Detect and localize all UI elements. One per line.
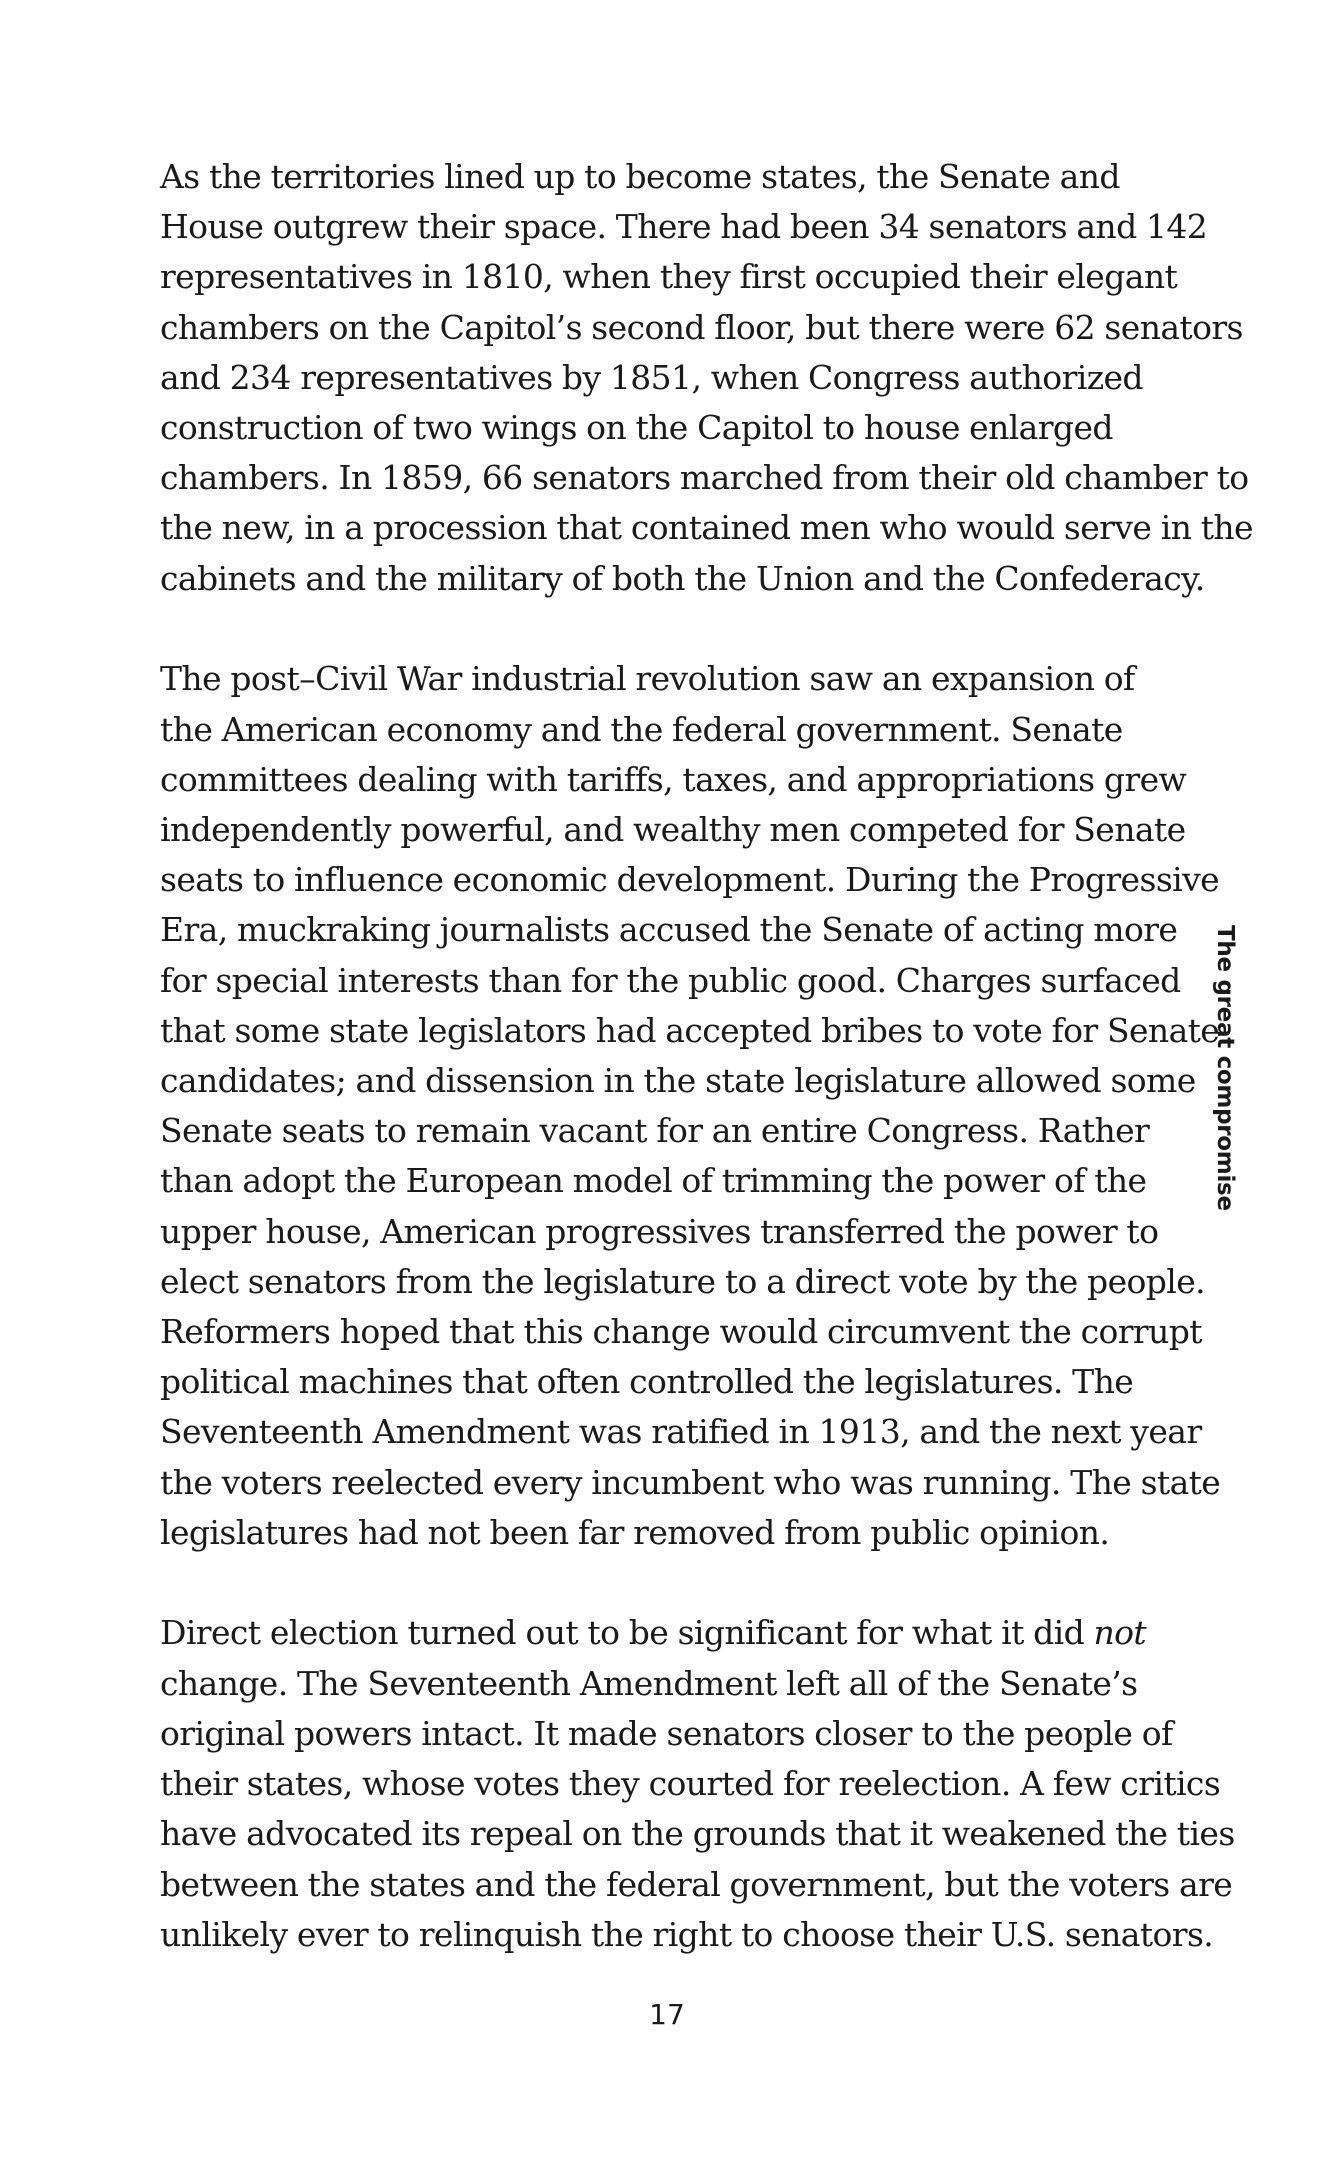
paragraph-1 (160, 152, 1253, 604)
paragraph-2 (160, 654, 1221, 1558)
text-line: elect senators from the legislature to a direct vote by the people. (160, 1261, 1206, 1301)
text-line: independently powerful, and wealthy men competed for Senate (160, 809, 1186, 849)
text-line: chambers. In 1859, 66 senators marched from their old chamber to (160, 458, 1249, 498)
text-line: House outgrew their space. There had been 34 senators and 142 (160, 207, 1208, 247)
running-head: The great compromise (1212, 925, 1238, 1211)
text-line (160, 1608, 1210, 1658)
text-line: upper house, American progressives transferred the power to (160, 1211, 1159, 1251)
page-number: 17 (649, 1998, 685, 2031)
paragraph-3 (160, 1608, 1235, 1959)
text-line: legislatures had not been far removed from public opinion. (160, 1512, 1110, 1552)
text-line: The post–Civil War industrial revolution saw an expansion of (160, 659, 1135, 699)
text-line: for special interests than for the public good. Charges surfaced (160, 960, 1181, 1000)
text-line: construction of two wings on the Capitol to house enlarged (160, 408, 1113, 448)
text-line: between the states and the federal government, but the voters are (160, 1864, 1233, 1904)
text-line: the new, in a procession that contained men who would serve in the (160, 508, 1253, 548)
text-line: candidates; and dissension in the state legislature allowed some (160, 1060, 1196, 1100)
emphasis-text: not (1093, 1613, 1147, 1653)
text-line: committees dealing with tariffs, taxes, and appropriations grew (160, 759, 1187, 799)
text-line: representatives in 1810, when they first occupied their elegant (160, 257, 1178, 297)
text-line: cabinets and the military of both the Union and the Confederacy. (160, 558, 1205, 598)
text-line: their states, whose votes they courted for reelection. A few critics (160, 1764, 1221, 1804)
text-line: original powers intact. It made senators closer to the people of (160, 1713, 1173, 1753)
text-line: the voters reelected every incumbent who was running. The state (160, 1462, 1221, 1502)
text-line: change. The Seventeenth Amendment left all of the Senate’s (160, 1663, 1138, 1703)
text-line: Senate seats to remain vacant for an entire Congress. Rather (160, 1111, 1150, 1151)
text-line: and 234 representatives by 1851, when Congress authorized (160, 357, 1143, 397)
text-line: As the territories lined up to become states, the Senate and (160, 157, 1120, 196)
text-line: that some state legislators had accepted bribes to vote for Senate (160, 1010, 1220, 1050)
text-line: chambers on the Capitol’s second floor, but there were 62 senators (160, 307, 1243, 347)
text-line: Era, muckraking journalists accused the Senate of acting more (160, 910, 1178, 950)
text-line: unlikely ever to relinquish the right to choose their U.S. senators. (160, 1914, 1214, 1954)
text-line: the American economy and the federal government. Senate (160, 709, 1123, 749)
text-line: than adopt the European model of trimming the power of the (160, 1161, 1147, 1201)
text-line: political machines that often controlled the legislatures. The (160, 1362, 1134, 1402)
text-run: Direct election turned out to be significant for what it did (160, 1613, 1094, 1653)
text-line: Seventeenth Amendment was ratified in 1913, and the next year (160, 1412, 1202, 1452)
text-line: have advocated its repeal on the grounds that it weakened the ties (160, 1814, 1235, 1854)
text-line: seats to influence economic development. During the Progressive (160, 860, 1220, 900)
text-line: Reformers hoped that this change would circumvent the corrupt (160, 1311, 1202, 1351)
